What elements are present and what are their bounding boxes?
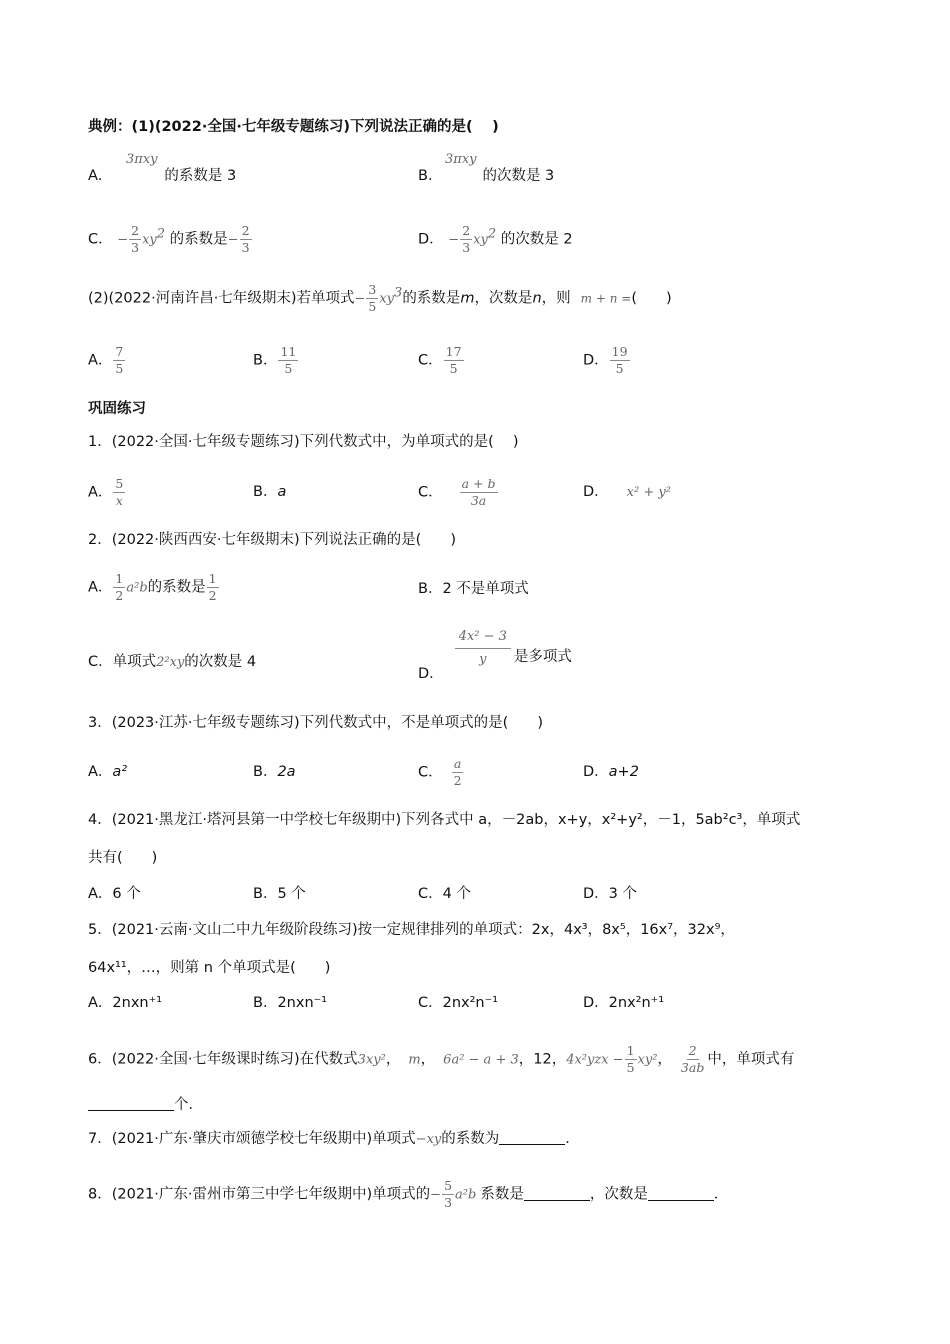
practice-q1-option-d: D． x² + y² — [583, 484, 671, 500]
example-q2-option-a: A． $\frac{7}{5}$ — [88, 344, 124, 376]
example-q1-option-a: A． 的系数是 3 — [88, 168, 237, 184]
practice-q5-option-b: B．2nxn⁻¹ — [253, 995, 328, 1011]
fraction: $\frac{3}{5}$ — [368, 282, 377, 314]
fraction: $\frac{\text{4x² − 3}}{y}$ — [455, 628, 511, 669]
practice-q3-option-d: D．a+2 — [583, 764, 639, 780]
example-question-1 — [88, 118, 499, 136]
fraction: $\frac{a + b}{3a}$ — [461, 476, 496, 508]
example-q1-option-c: C． − $\frac{2}{3}$ $xy^2$ 的系数是− $\frac{2}{3}$ — [88, 223, 250, 255]
practice-q1-option-a: A． $\frac{5}{x}$ — [88, 476, 124, 508]
practice-q2-stem: 2．(2022·陕西西安·七年级期末)下列说法正确的是( ) — [88, 532, 456, 548]
practice-q1-option-c: C． $\frac{a + b}{3a}$ — [418, 476, 496, 508]
practice-q5-option-c: C．2nx²n⁻¹ — [418, 995, 499, 1011]
practice-q3-option-b: B．2a — [253, 764, 296, 780]
practice-q5-option-d: D．2nx²n⁺¹ — [583, 995, 665, 1011]
example-q2-option-b: B． $\frac{11}{5}$ — [253, 344, 297, 376]
practice-q7-stem: 7．(2021·广东·肇庆市颂德学校七年级期中)单项式−xy的系数为 ． — [88, 1131, 580, 1147]
fraction: $\frac{5}{3}$ — [444, 1178, 453, 1210]
practice-q2-option-b: B．2 不是单项式 — [418, 581, 529, 597]
example-q1-option-b: B． 的次数是 3 — [418, 168, 555, 184]
practice-q1-option-b: B．a — [253, 484, 287, 500]
practice-q4-stem-line1: 4．(2021·黑龙江·塔河县第一中学校七年级期中)下列各式中 a，－2ab，x+y，x²+y²，－1，5ab²c³，单项式 — [88, 812, 801, 828]
practice-q6-stem: 6．(2022·全国·七年级课时练习)在代数式3xy²， m， 6a² − a + 3，12，4x²yzx − $\frac{1}{5}$ xy²， $\frac{2}{3ab}$ 中，单项式有 — [88, 1043, 795, 1075]
fraction: $\frac{17}{5}$ — [445, 344, 462, 376]
answer-blank[interactable] — [88, 1096, 174, 1111]
practice-q4-option-b: B．5 个 — [253, 886, 306, 902]
fraction: $\frac{1}{2}$ — [208, 571, 217, 603]
practice-q2-option-c: C．单项式2²xy的次数是 4 — [88, 654, 257, 670]
practice-q3-stem: 3．(2023·江苏·七年级专题练习)下列代数式中，不是单项式的是( ) — [88, 715, 543, 731]
practice-q1-stem: 1．(2022·全国·七年级专题练习)下列代数式中，为单项式的是( ) — [88, 434, 519, 450]
answer-blank[interactable] — [648, 1186, 714, 1201]
practice-heading: 巩固练习 — [88, 401, 146, 417]
example-q1-optA-expr: 3πxy — [126, 152, 158, 167]
fraction: $\frac{2}{3}$ — [241, 223, 250, 255]
answer-blank[interactable] — [524, 1186, 590, 1201]
fraction: $\frac{2}{3ab}$ — [680, 1043, 705, 1075]
practice-q5-option-a: A．2nxn⁺¹ — [88, 995, 163, 1011]
example-q1-option-d: D． − $\frac{2}{3}$ $xy^2$ 的次数是 2 — [418, 223, 573, 255]
practice-q3-option-c: C． $\frac{a}{2}$ — [418, 756, 462, 788]
fraction: $\frac{1}{5}$ — [626, 1043, 635, 1075]
example-heading: 典例： — [88, 119, 132, 135]
example-q1-stem: (1)(2022·全国·七年级专题练习)下列说法正确的是( ) — [131, 119, 499, 135]
fraction: $\frac{1}{2}$ — [115, 571, 124, 603]
practice-q4-option-c: C．4 个 — [418, 886, 471, 902]
example-question-2: (2)(2022·河南许昌·七年级期末)若单项式− $\frac{3}{5}$ $xy^3$的系数是m，次数是n，则 m + n =( ) — [88, 282, 672, 314]
fraction: $\frac{2}{3}$ — [131, 223, 140, 255]
fraction: $\frac{a}{2}$ — [453, 756, 462, 788]
practice-q2-option-d: D． $\frac{\text{4x² − 3}}{y}$ 是多项式 — [418, 629, 572, 682]
example-q2-option-c: C． $\frac{17}{5}$ — [418, 344, 462, 376]
practice-q5-stem-line1: 5．(2021·云南·文山二中九年级阶段练习)按一定规律排列的单项式：2x，4x³，8x⁵，16x⁷，32x⁹， — [88, 922, 735, 938]
fraction: $\frac{5}{x}$ — [115, 476, 124, 508]
practice-q3-option-a: A．a² — [88, 764, 128, 780]
practice-q2-option-a: A． $\frac{1}{2}$ a²b的系数是 $\frac{1}{2}$ — [88, 571, 217, 603]
practice-q4-option-a: A．6 个 — [88, 886, 141, 902]
practice-q5-stem-line2: 64x¹¹，…，则第 n 个单项式是( ) — [88, 960, 331, 976]
example-q2-option-d: D． $\frac{19}{5}$ — [583, 344, 628, 376]
practice-q4-option-d: D．3 个 — [583, 886, 638, 902]
fraction: $\frac{19}{5}$ — [611, 344, 628, 376]
fraction: $\frac{11}{5}$ — [280, 344, 297, 376]
answer-blank[interactable] — [499, 1130, 565, 1145]
fraction: $\frac{2}{3}$ — [462, 223, 471, 255]
practice-q8-stem: 8．(2021·广东·雷州市第三中学七年级期中)单项式的− $\frac{5}{3}$ a²b 系数是 ，次数是 ． — [88, 1178, 729, 1210]
practice-q6-line2: 个． — [88, 1096, 203, 1114]
example-q1-optB-expr: 3πxy — [445, 152, 477, 167]
fraction: $\frac{7}{5}$ — [115, 344, 124, 376]
practice-q4-stem-line2: 共有( ) — [88, 850, 158, 866]
